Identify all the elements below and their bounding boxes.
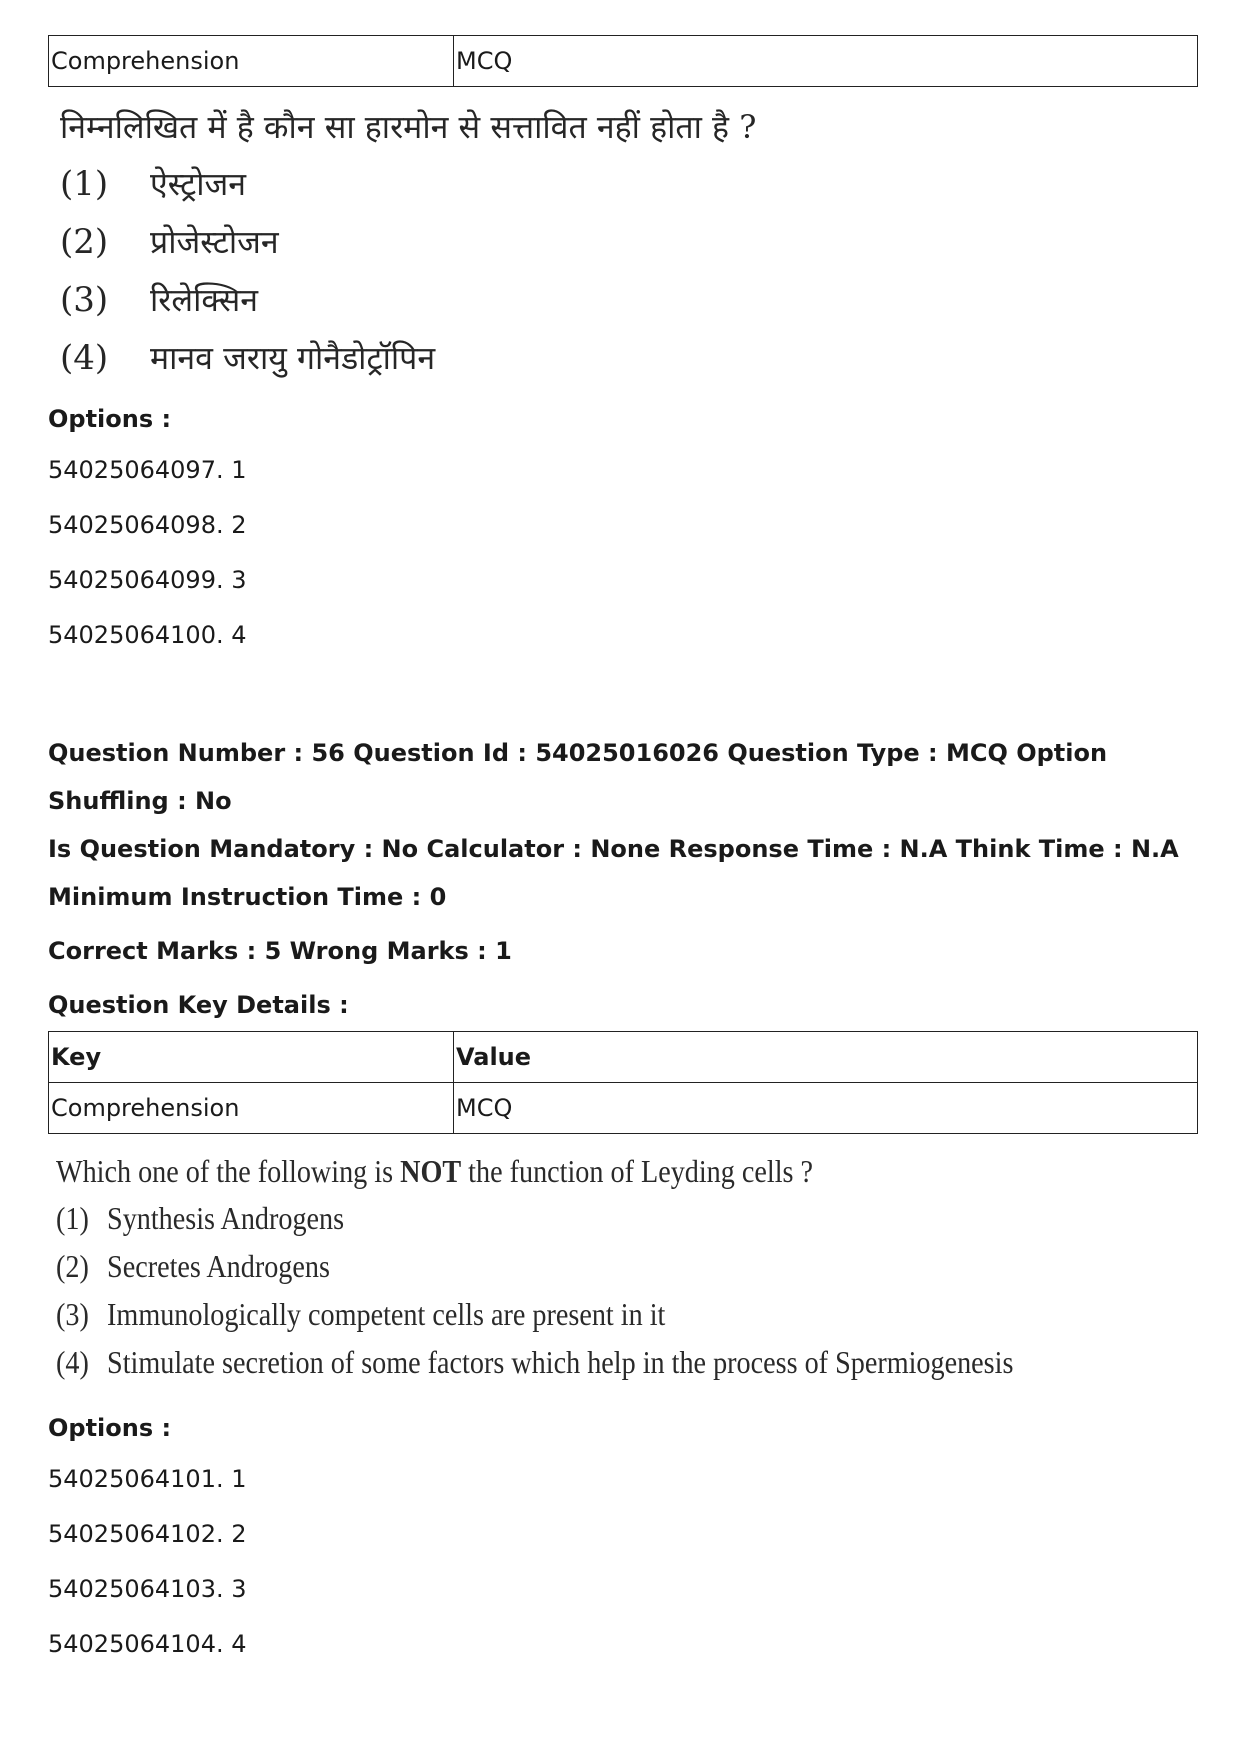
- question-stem: [56, 1148, 1061, 1194]
- option-item: 54025064098. 2: [48, 511, 247, 539]
- choice-number: (2): [60, 222, 109, 262]
- option-item: 54025064102. 2: [48, 1520, 247, 1548]
- q56-meta: [48, 729, 1198, 1029]
- choice-number: (1): [56, 1200, 89, 1236]
- options-label: Options :: [48, 405, 172, 433]
- choice-text: Synthesis Androgens: [107, 1200, 345, 1236]
- choice-text: Secretes Androgens: [107, 1248, 330, 1284]
- q55-options: [48, 395, 1198, 663]
- option-item: 54025064100. 4: [48, 621, 247, 649]
- header-key-cell: Key: [49, 1032, 454, 1083]
- choice-text: प्रोजेस्टोजन: [150, 223, 279, 261]
- table-header-row: [49, 1032, 1198, 1083]
- value-cell: MCQ: [454, 36, 1198, 87]
- option-item: 54025064101. 1: [48, 1465, 247, 1493]
- choice-number: (2): [56, 1248, 89, 1284]
- stem-text: Which one of the following is: [56, 1153, 401, 1189]
- choice-item: [56, 1194, 1061, 1242]
- table-row: [49, 1083, 1198, 1134]
- key-cell: Comprehension: [49, 36, 454, 87]
- marks-line: Correct Marks : 5 Wrong Marks : 1: [48, 937, 512, 965]
- option-item: 54025064099. 3: [48, 566, 247, 594]
- q56-question-image: [56, 1148, 1061, 1386]
- choice-number: (4): [60, 338, 109, 378]
- choice-number: (4): [56, 1344, 89, 1380]
- choice-item: [56, 1338, 1061, 1386]
- q56-key-table: [48, 1031, 1198, 1134]
- choice-number: (3): [60, 280, 109, 320]
- question-meta-line: Minimum Instruction Time : 0: [48, 883, 447, 911]
- choice-text: मानव जरायु गोनैडोट्रॉपिन: [150, 339, 436, 377]
- choice-text: रिलेक्सिन: [150, 281, 259, 319]
- q56-options: [48, 1404, 1198, 1672]
- options-label: Options :: [48, 1414, 172, 1442]
- value-cell: MCQ: [454, 1083, 1198, 1134]
- choice-item: [56, 1242, 1061, 1290]
- key-details-label: Question Key Details :: [48, 991, 349, 1019]
- option-item: 54025064103. 3: [48, 1575, 247, 1603]
- choice-text: ऐस्ट्रोजन: [150, 165, 247, 203]
- choice-item: [60, 213, 1198, 271]
- q55-key-table: [48, 35, 1198, 87]
- question-meta-line: Is Question Mandatory : No Calculator : None Response Time : N.A Think Time : N.A: [48, 835, 1179, 863]
- table-row: [49, 36, 1198, 87]
- stem-text: the function of Leyding cells ?: [461, 1153, 814, 1189]
- choice-text: Stimulate secretion of some factors which help in the process of Spermiogenesis: [107, 1344, 1014, 1380]
- choice-item: [60, 329, 1198, 387]
- question-page: [48, 35, 1198, 1672]
- stem-emphasis: NOT: [400, 1153, 462, 1189]
- choice-item: [60, 155, 1198, 213]
- choice-item: [56, 1290, 1061, 1338]
- choice-number: (3): [56, 1296, 89, 1332]
- question-stem: निम्नलिखित में है कौन सा हारमोन से सत्तावित नहीं होता है ?: [60, 108, 757, 146]
- option-item: 54025064097. 1: [48, 456, 247, 484]
- question-meta-line: Question Number : 56 Question Id : 54025016026 Question Type : MCQ Option Shuffling : No: [48, 739, 1108, 815]
- choice-text: Immunologically competent cells are present in it: [107, 1296, 666, 1332]
- key-cell: Comprehension: [49, 1083, 454, 1134]
- choice-item: [60, 271, 1198, 329]
- q55-question-image: [60, 105, 1198, 387]
- option-item: 54025064104. 4: [48, 1630, 247, 1658]
- choice-number: (1): [60, 164, 109, 204]
- header-value-cell: Value: [454, 1032, 1198, 1083]
